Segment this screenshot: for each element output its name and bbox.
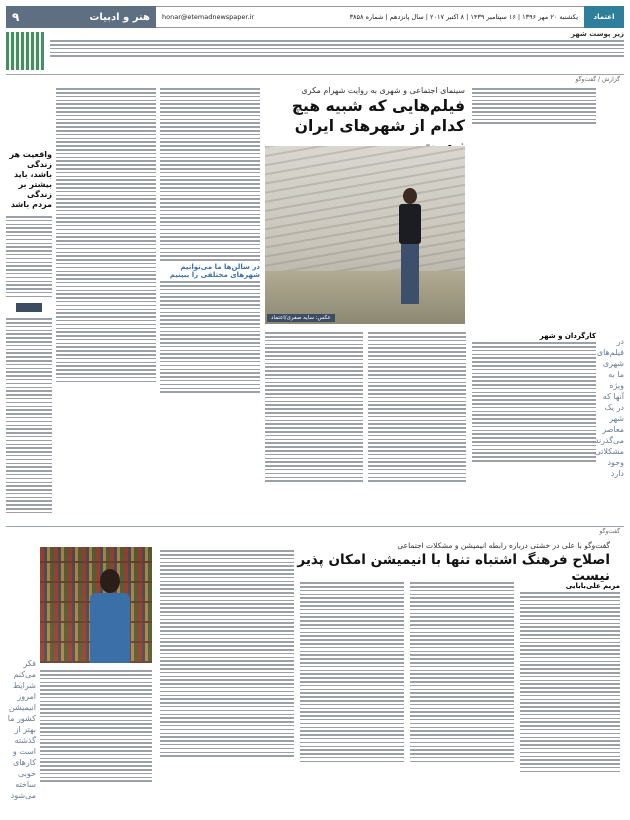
page-number: ۹: [12, 10, 20, 24]
issue-line: یکشنبه ۲۰ مهر ۱۳۹۶ | ۱۶ سپتامبر ۱۴۳۹ | ۸ اکتبر ۲۰۱۷ | سال پانزدهم | شماره ۳۸۵۸: [349, 13, 578, 21]
top-strip-title: زیر پوست شهر: [570, 30, 624, 38]
section-badge: [16, 303, 42, 312]
story2-headline: اصلاح فرهنگ اشتباه تنها با انیمیشن امکان پذیر نیست: [297, 552, 610, 584]
story2-col-2: [410, 580, 514, 765]
story2-col-4: [160, 548, 294, 759]
story1-col-right: [472, 86, 596, 126]
person-figure: [397, 188, 423, 306]
story1-col-mid-b: [368, 330, 466, 484]
top-strip-graphic: [6, 32, 44, 70]
top-strip: [6, 30, 624, 72]
story2-super-title: گفت‌وگو با علی در خشتی درباره رابطه انیمیشن و مشکلات اجتماعی: [397, 541, 610, 550]
page-header: [6, 6, 624, 28]
story1-subhead-2: در سالن‌ها ما می‌توانیم شهرهای مختلفی را ببینیم: [169, 262, 260, 279]
header-info: [156, 6, 584, 28]
story2-pull-quote: فکر می‌کنم شرایط امروز انیمیشن کشور ما بهتر از گذشته است و کارهای خوبی ساخته می‌شود: [7, 659, 36, 800]
story1-col-mid-a: [265, 330, 363, 484]
story1-pull-quote: در فیلم‌های شهری ما به ویژه آنها که در یک شهر معاصر می‌گذرند، مشکلاتی وجود دارد: [592, 337, 624, 478]
section-name: هنر و ادبیات: [89, 11, 150, 23]
story1-super-title: سینمای اجتماعی و شهری به روایت شهرام مکری: [301, 86, 465, 95]
section-tab: [6, 6, 156, 28]
story2-section-label: گفت‌وگو: [599, 528, 620, 535]
story1-section-label: گزارش / گفت‌وگو: [575, 76, 620, 83]
story2-col-3: [300, 580, 404, 765]
story1-subhead-1: کارگردان و شهر: [539, 332, 596, 340]
story1-side-heading: واقعیت هر زندگی باشد، باید بیشتر بر زندگی مردم باشد: [9, 150, 52, 209]
interviewee-figure: [90, 569, 130, 663]
photo-caption: عکس: سایه صفری/اعتماد: [267, 314, 335, 322]
story2-byline: مریم علی‌بابایی: [565, 582, 620, 590]
story2-col-5: [40, 668, 152, 784]
story2-photo: [40, 547, 152, 663]
story1-col-right-lower: [472, 330, 596, 464]
newspaper-logo: اعتماد: [584, 6, 624, 28]
story1-col-left-a: [160, 86, 260, 395]
story1-col-left-b: [56, 86, 156, 384]
story2-col-1: [520, 580, 620, 775]
story1-headline: فیلم‌هایی که شبیه هیچ کدام از شهر‌های ایران: [291, 97, 465, 135]
section-email[interactable]: honar@etemadnewspaper.ir: [162, 13, 255, 21]
story1-side-column: [6, 150, 52, 516]
top-strip-text: [50, 30, 624, 72]
story1-photo: [265, 146, 465, 324]
top-strip-body: [50, 40, 624, 57]
